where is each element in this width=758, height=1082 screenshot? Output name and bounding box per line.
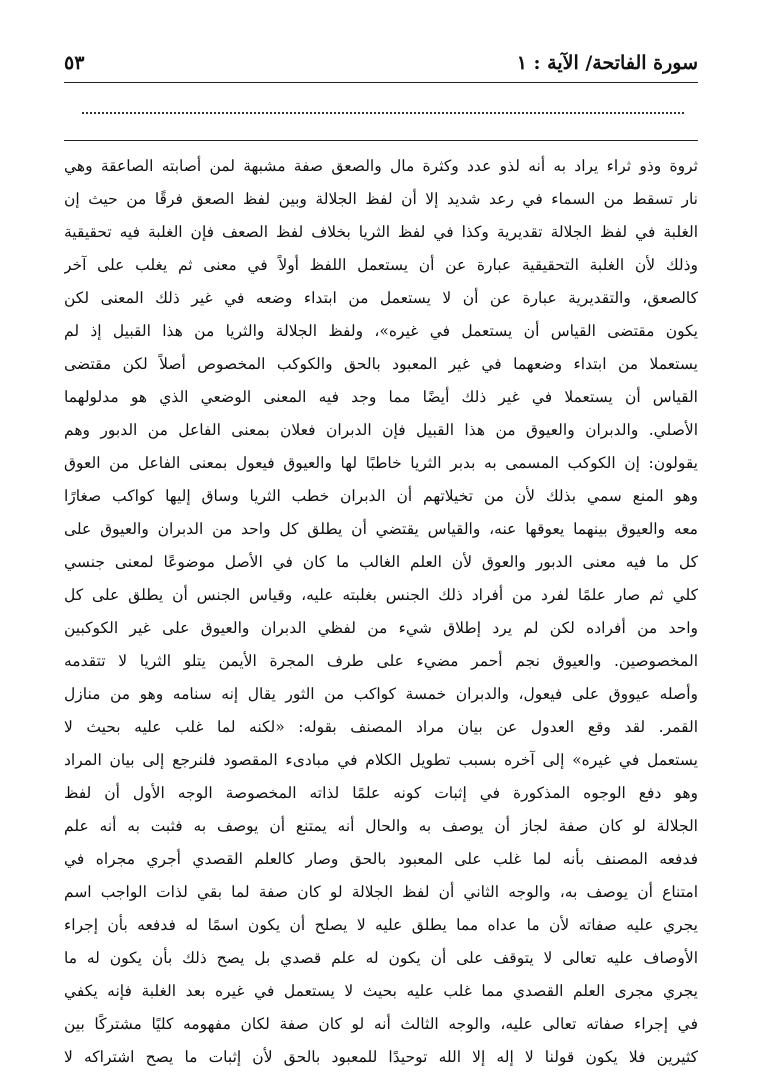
- text-line: فدفعه المصنف بأنه لما غلب على المعبود بالحق وصار كالعلم القصدي أجري مجراه في: [64, 850, 698, 868]
- text-line: وهو المنع سمي بذلك لأن من تخيلاتهم أن الدبران خطب الثريا وساق إليها كواكب صغارًا: [64, 487, 698, 505]
- page-number: ٥٣: [64, 52, 85, 74]
- text-line: الغلبة في لفظ الجلالة تقديرية وكذا في لفظ الثريا بخلاف لفظ الصعف فإن الغلبة فيه تحقيقية: [64, 223, 698, 241]
- text-line: الأوصاف عليه تعالى لا يتوقف على أن يكون له علم قصدي بل يصح ذلك بأن يكون له ما: [64, 949, 698, 967]
- separator-dots: [82, 96, 684, 114]
- text-line: معه والعيوق بينهما يعوقها عنه، والقياس يقتضي أن يطلق كل واحد من الدبران والعيوق على: [64, 520, 698, 538]
- text-line: الأصلي. والدبران والعيوق من هذا القبيل فإن الدبران فعلان بمعنى الفاعل من الدبور وهم: [64, 421, 698, 439]
- text-line: الجلالة لو كان صفة لجاز أن يوصف به والحال أنه يمتنع أن يوصف به فثبت به أنه علم: [64, 817, 698, 835]
- text-line: وأصله عيووق على فيعول، والدبران خمسة كواكب من الثور يقال إنه سنامه وهو من منازل: [64, 685, 698, 703]
- text-line: القمر. لقد وقع العدول عن بيان مراد المصنف بقوله: «لكنه لما غلب عليه بحيث لا: [64, 718, 698, 736]
- header-rule: [64, 82, 698, 83]
- text-line: نار تسقط من السماء في رعد شديد إلا أن لفظ الجلالة وبين لفظ الصعق فرقًا من حيث إن: [64, 190, 698, 208]
- text-line: المخصوصين. والعيوق نجم أحمر مضيء على طرف المجرة الأيمن يتلو الثريا لا تتقدمه: [64, 652, 698, 670]
- text-line: واحد من أفراده لكن لم يرد إطلاق شيء من لفظي الدبران والعيوق على غير الكوكبين: [64, 619, 698, 637]
- text-line: يستعملا من ابتداء وضعهما في غير المعبود بالحق والكوكب المخصوص أصلاً لكن مقتضى: [64, 355, 698, 373]
- text-line: كلي ثم صار علمًا لفرد من أفراد ذلك الجنس بغلبته عليه، وقياس الجنس أن يطلق على كل: [64, 586, 698, 604]
- text-line: يجري عليه صفاته لأن ما عداه مما يطلق عليه لا يصلح أن يكون اسمًا له فدفعه بأن إجراء: [64, 916, 698, 934]
- running-title: سورة الفاتحة/ الآية : ١: [516, 52, 698, 74]
- text-line: يستعمل في غيره» إلى آخره بسبب تطويل الكلام في مبادىء المقصود فلنرجع إلى بيان المراد: [64, 751, 698, 769]
- text-line: وذلك لأن الغلبة التحقيقية عبارة عن أن يستعمل اللفظ أولاً في معنى ثم يغلب على آخر: [64, 256, 698, 274]
- text-line: في إجراء صفاته تعالى عليه، والوجه الثالث أنه لو كان صفة لكان مفهومه كليًا مشتركًا بين: [64, 1015, 698, 1033]
- text-line: يقولون: إن الكوكب المسمى به بدبر الثريا خاطبًا لها والعيوق فيعول بمعنى الفاعل من العوق: [64, 454, 698, 472]
- body-rule: [64, 140, 698, 141]
- page-header: [64, 46, 698, 80]
- body-text: [64, 150, 698, 1074]
- text-line: كل ما فيه معنى الدبور والعوق لأن العلم الغالب ما كان في الأصل موضوعًا لمعنى جنسي: [64, 553, 698, 571]
- text-line: وهو دفع الوجوه المذكورة في إثبات كونه علمًا لذاته المخصوصة الوجه الأول أن لفظ: [64, 784, 698, 802]
- text-line: كثيرين فلا يكون قولنا لا إله إلا الله توحيدًا للمعبود بالحق لأن إثبات ما يصح اشتراكه لا: [64, 1048, 698, 1066]
- text-line: يكون مقتضى القياس أن يستعمل في غيره»، ولفظ الجلالة والثريا من هذا القبيل إذ لم: [64, 322, 698, 340]
- text-line: يجري مجرى العلم القصدي مما غلب عليه بحيث لا يستعمل في غيره بعد الغلبة فإنه يكفي: [64, 982, 698, 1000]
- text-line: القياس أن يستعملا في غير ذلك أيضًا مما وجد فيه المعنى الوضعي الذي هو مدلولهما: [64, 388, 698, 406]
- text-line: امتناع أن يوصف به، والوجه الثاني أن لفظ الجلالة لو كان صفة لما بقي لذات الواجب اسم: [64, 883, 698, 901]
- text-line: كالصعق، والتقديرية عبارة عن أن لا يستعمل من ابتداء وضعه في غير ذلك المعنى لكن: [64, 289, 698, 307]
- text-line: ثروة وذو ثراء يراد به أنه لذو عدد وكثرة مال والصعق صفة مشبهة لمن أصابته الصاعقة وهي: [64, 157, 698, 175]
